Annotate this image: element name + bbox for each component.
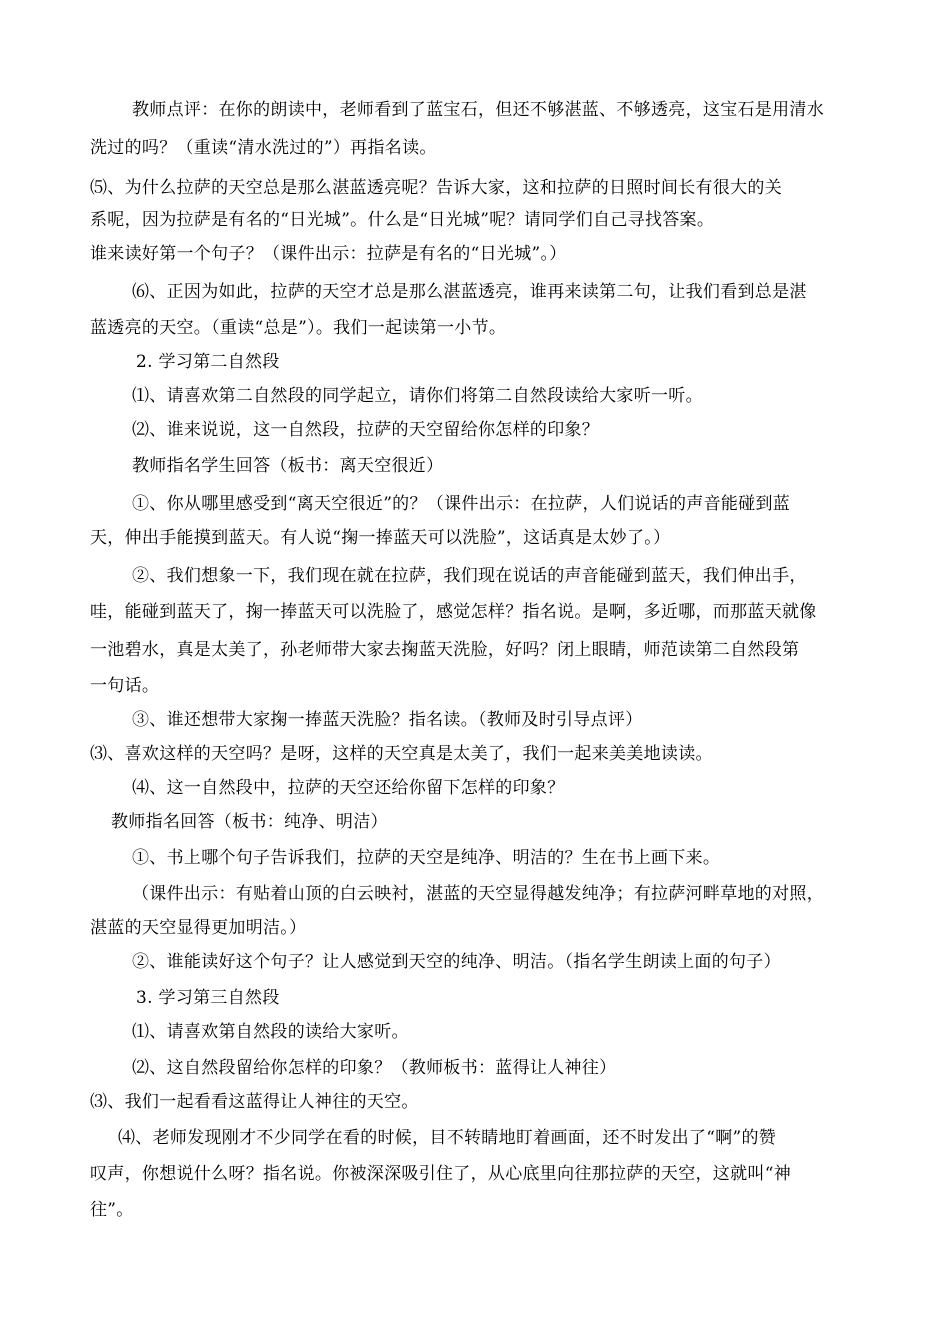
paragraph-line: 蓝透亮的天空。（重读“总是”）。我们一起读第一小节。 — [90, 318, 507, 338]
paragraph-line: ⑶、喜欢这样的天空吗？是呀，这样的天空真是太美了，我们一起来美美地读读。 — [90, 744, 713, 764]
paragraph-line: ⑹、正因为如此，拉萨的天空才总是那么湛蓝透亮，谁再来读第二句，让我们看到总是湛 — [132, 282, 807, 302]
paragraph-line: 天，伸出手能摸到蓝天。有人说“掬一捧蓝天可以洗脸”，这话真是太妙了。） — [90, 528, 671, 548]
paragraph-line: 叹声，你想说什么呀？指名说。你被深深吸引住了，从心底里向往那拉萨的天空，这就叫“神 — [90, 1164, 791, 1184]
paragraph-line: ⑶、我们一起看看这蓝得让人神往的天空。 — [90, 1092, 419, 1112]
paragraph-line: ⑴、请喜欢第自然段的读给大家听。 — [132, 1022, 409, 1042]
paragraph-line: ⑷、老师发现刚才不少同学在看的时候，目不转睛地盯着画面，还不时发出了“啊”的赞 — [118, 1128, 777, 1148]
paragraph-line: （课件出示：有贴着山顶的白云映衬，湛蓝的天空显得越发纯净；有拉萨河畔草地的对照， — [132, 884, 824, 904]
paragraph-line: 一池碧水，真是太美了，孙老师带大家去掬蓝天洗脸，好吗？闭上眼睛，师范读第二自然段第 — [90, 640, 800, 660]
paragraph-line: ①、书上哪个句子告诉我们，拉萨的天空是纯净、明洁的？生在书上画下来。 — [132, 848, 721, 868]
paragraph-line: 湛蓝的天空显得更加明洁。） — [90, 918, 307, 938]
paragraph-line: 教师点评：在你的朗读中，老师看到了蓝宝石，但还不够湛蓝、不够透亮，这宝石是用清水 — [132, 100, 824, 120]
paragraph-line: 谁来读好第一个句子？（课件出示：拉萨是有名的“日光城”。） — [90, 244, 567, 264]
paragraph-line: 教师指名回答（板书：纯净、明洁） — [111, 812, 388, 832]
paragraph-line: ⑴、请喜欢第二自然段的同学起立，请你们将第二自然段读给大家听一听。 — [132, 386, 703, 406]
paragraph-line: ⑵、这自然段留给你怎样的印象？（教师板书：蓝得让人神往） — [132, 1058, 617, 1078]
paragraph-line: ②、我们想象一下，我们现在就在拉萨，我们现在说话的声音能碰到蓝天，我们伸出手， — [132, 566, 807, 586]
section-heading: 3. 学习第三自然段 — [136, 988, 280, 1008]
paragraph-line: 往”。 — [90, 1200, 134, 1220]
paragraph-line: ⑵、谁来说说，这一自然段，拉萨的天空留给你怎样的印象？ — [132, 420, 600, 440]
paragraph-line: ②、谁能读好这个句子？让人感觉到天空的纯净、明洁。（指名学生朗读上面的句子） — [132, 952, 781, 972]
paragraph-line: ⑸、为什么拉萨的天空总是那么湛蓝透亮呢？告诉大家，这和拉萨的日照时间长有很大的关 — [90, 178, 782, 198]
paragraph-line: 哇，能碰到蓝天了，掬一捧蓝天可以洗脸了，感觉怎样？指名说。是啊，多近哪，而那蓝天就像 — [90, 602, 817, 622]
paragraph-line: ⑷、这一自然段中，拉萨的天空还给你留下怎样的印象？ — [132, 778, 565, 798]
section-heading: 2. 学习第二自然段 — [136, 352, 280, 372]
paragraph-line: 洗过的吗？（重读“清水洗过的”）再指名读。 — [90, 138, 437, 158]
paragraph-line: ③、谁还想带大家掬一捧蓝天洗脸？指名读。（教师及时引导点评） — [132, 710, 643, 730]
paragraph-line: 系呢，因为拉萨是有名的“日光城”。什么是“日光城”呢？请同学们自己寻找答案。 — [90, 210, 715, 230]
paragraph-line: 教师指名学生回答（板书：离天空很近） — [132, 456, 444, 476]
paragraph-line: 一句话。 — [90, 676, 160, 696]
paragraph-line: ①、你从哪里感受到“离天空很近”的？（课件出示：在拉萨，人们说话的声音能碰到蓝 — [132, 494, 791, 514]
